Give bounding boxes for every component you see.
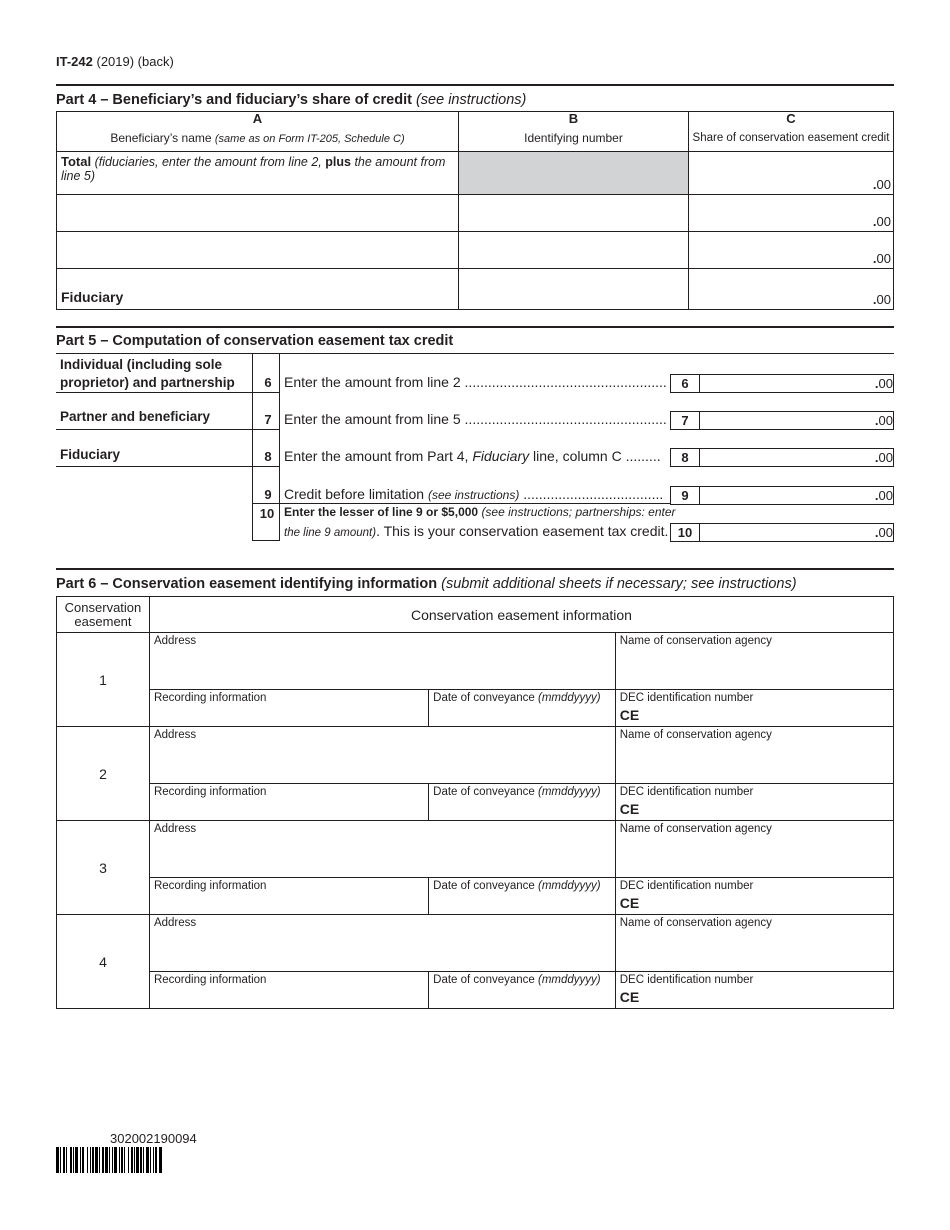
barcode — [56, 1147, 256, 1173]
part4-rule — [56, 84, 894, 86]
beneficiary-amount-input[interactable]: .00 — [689, 232, 894, 269]
part4-title: Part 4 – Beneficiary’s and fiduciary’s share of credit (see instructions) — [56, 92, 527, 108]
num-col-left — [252, 353, 253, 540]
line-8-num: 8 — [264, 449, 272, 464]
ce-prefix: CE — [619, 989, 640, 1005]
address-label: Address — [153, 823, 197, 835]
address-input[interactable] — [149, 915, 615, 972]
date-label: Date of conveyance (mmddyyyy) — [433, 786, 601, 798]
date-label: Date of conveyance (mmddyyyy) — [433, 692, 601, 704]
partner-label: Partner and beneficiary — [60, 409, 211, 424]
agency-input[interactable] — [615, 727, 893, 784]
date-input[interactable] — [429, 690, 616, 727]
line-6-num: 6 — [264, 375, 272, 390]
col-a-header: A Beneficiary’s name (same as on Form IT-205, Schedule C) — [57, 112, 459, 152]
beneficiary-name-input[interactable] — [57, 232, 459, 269]
total-label: Total (fiduciaries, enter the amount from line 2, plus the amount from line 5) — [57, 152, 459, 195]
part6-table — [56, 596, 894, 1009]
line-6-text: Enter the amount from line 2 .................................................... — [284, 374, 667, 390]
fiduciary-label-p5: Fiduciary — [60, 447, 121, 462]
beneficiary-amount-input[interactable]: .00 — [689, 195, 894, 232]
line-9-amount[interactable]: .00 — [699, 486, 894, 505]
date-input[interactable] — [429, 878, 616, 915]
line-6-amount[interactable]: .00 — [699, 374, 894, 393]
total-id-shaded — [459, 152, 689, 195]
easement-number: 3 — [57, 821, 150, 915]
dec-id-input[interactable] — [615, 972, 893, 1009]
col-info-header: Conservation easement information — [149, 597, 893, 633]
num-col-right — [279, 353, 280, 540]
date-label: Date of conveyance (mmddyyyy) — [433, 974, 601, 986]
dec-label: DEC identification number — [619, 880, 754, 892]
date-input[interactable] — [429, 784, 616, 821]
dec-label: DEC identification number — [619, 974, 754, 986]
col-easement-header: Conservation easement — [57, 597, 150, 633]
recording-label: Recording information — [153, 880, 267, 892]
recording-label: Recording information — [153, 786, 267, 798]
part6-rule — [56, 568, 894, 570]
easement-number: 4 — [57, 915, 150, 1009]
dec-id-input[interactable] — [615, 690, 893, 727]
recording-input[interactable] — [149, 690, 428, 727]
label-divider — [56, 466, 280, 467]
address-label: Address — [153, 917, 197, 929]
form-id: IT-242 — [56, 54, 93, 69]
beneficiary-name-input[interactable] — [57, 195, 459, 232]
individual-label: Individual (including sole proprietor) and partnership — [60, 357, 235, 390]
form-year: (2019) (back) — [96, 54, 174, 69]
line-9-box-num: 9 — [670, 486, 700, 505]
col-c-header: C Share of conservation easement credit — [689, 112, 894, 152]
line-divider — [252, 503, 670, 504]
address-label: Address — [153, 635, 197, 647]
part4-table — [56, 111, 894, 310]
line-9-num: 9 — [264, 487, 272, 502]
part5-divider — [56, 353, 894, 354]
ce-prefix: CE — [619, 707, 640, 723]
address-label: Address — [153, 729, 197, 741]
address-input[interactable] — [149, 633, 615, 690]
line-divider — [252, 540, 280, 541]
line-8-box-num: 8 — [670, 448, 700, 467]
barcode-bar — [162, 1147, 163, 1173]
line-8-amount[interactable]: .00 — [699, 448, 894, 467]
address-input[interactable] — [149, 821, 615, 878]
dec-label: DEC identification number — [619, 692, 754, 704]
line-7-num: 7 — [264, 412, 272, 427]
part5-rule — [56, 326, 894, 328]
agency-input[interactable] — [615, 915, 893, 972]
recording-input[interactable] — [149, 972, 428, 1009]
line-8-text: Enter the amount from Part 4, Fiduciary line, column C ......... — [284, 448, 661, 464]
line-7-box-num: 7 — [670, 411, 700, 430]
beneficiary-id-input[interactable] — [459, 195, 689, 232]
line-10-text-b: the line 9 amount). This is your conservation easement tax credit. — [284, 523, 669, 539]
total-amount-input[interactable]: .00 — [689, 152, 894, 195]
dec-label: DEC identification number — [619, 786, 754, 798]
ce-prefix: CE — [619, 801, 640, 817]
date-label: Date of conveyance (mmddyyyy) — [433, 880, 601, 892]
fiduciary-amount-input[interactable]: .00 — [689, 269, 894, 310]
line-10-text-a: Enter the lesser of line 9 or $5,000 (see instructions; partnerships: enter — [284, 505, 676, 519]
easement-number: 1 — [57, 633, 150, 727]
label-divider — [56, 392, 280, 393]
easement-number: 2 — [57, 727, 150, 821]
line-7-amount[interactable]: .00 — [699, 411, 894, 430]
agency-label: Name of conservation agency — [619, 635, 772, 647]
date-input[interactable] — [429, 972, 616, 1009]
agency-label: Name of conservation agency — [619, 823, 772, 835]
address-input[interactable] — [149, 727, 615, 784]
line-10-amount[interactable]: .00 — [699, 523, 894, 542]
ce-prefix: CE — [619, 895, 640, 911]
agency-input[interactable] — [615, 821, 893, 878]
col-b-header: B Identifying number — [459, 112, 689, 152]
recording-input[interactable] — [149, 878, 428, 915]
dec-id-input[interactable] — [615, 878, 893, 915]
line-10-num: 10 — [259, 506, 275, 521]
line-10-box-num: 10 — [670, 523, 700, 542]
recording-label: Recording information — [153, 692, 267, 704]
fiduciary-id-input[interactable] — [459, 269, 689, 310]
beneficiary-id-input[interactable] — [459, 232, 689, 269]
part5-title: Part 5 – Computation of conservation easement tax credit — [56, 333, 454, 349]
agency-input[interactable] — [615, 633, 893, 690]
part6-title: Part 6 – Conservation easement identifying information (submit additional sheets if necessary; see instructions) — [56, 576, 797, 592]
dec-id-input[interactable] — [615, 784, 893, 821]
recording-label: Recording information — [153, 974, 267, 986]
line-6-box-num: 6 — [670, 374, 700, 393]
fiduciary-label: Fiduciary — [57, 269, 459, 310]
form-header — [56, 54, 174, 69]
label-divider — [56, 429, 280, 430]
agency-label: Name of conservation agency — [619, 729, 772, 741]
line-7-text: Enter the amount from line 5 .................................................... — [284, 411, 667, 427]
agency-label: Name of conservation agency — [619, 917, 772, 929]
recording-input[interactable] — [149, 784, 428, 821]
line-9-text: Credit before limitation (see instructions) .................................... — [284, 486, 664, 502]
barcode-number: 302002190094 — [110, 1131, 197, 1146]
